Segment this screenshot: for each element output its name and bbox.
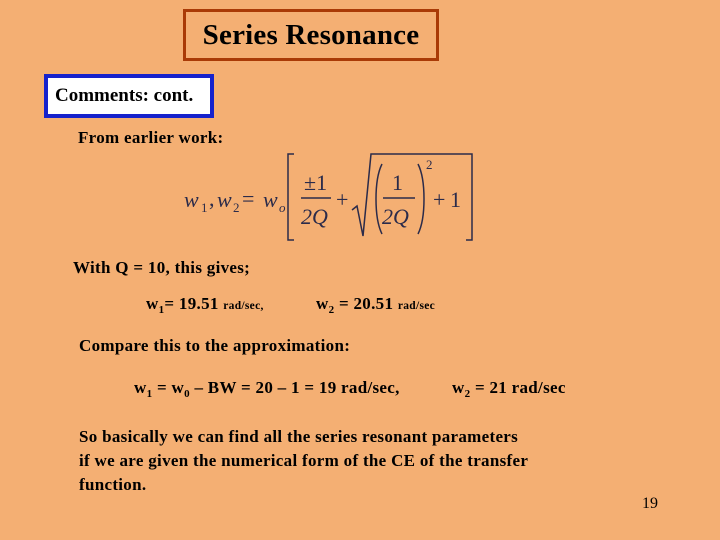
formula-sub2: 2 [233, 200, 240, 215]
approx-w2-label: w [452, 378, 465, 397]
formula-2q-a: 2Q [301, 204, 328, 229]
comments-label: Comments: cont. [55, 85, 194, 106]
sqrt-sign [352, 154, 466, 236]
resonance-formula [180, 150, 480, 246]
formula-w2: w [217, 187, 232, 212]
approx-w2 [452, 378, 566, 398]
result-w2-unit: rad/sec [397, 300, 436, 312]
result-w1-sub: 1 [158, 304, 165, 316]
compare-line: Compare this to the approximation: [79, 336, 351, 355]
outer-bracket-left [288, 154, 294, 240]
result-w1 [146, 294, 264, 314]
conclusion-line-3: function. [79, 475, 147, 494]
result-w2-label: w [316, 294, 329, 313]
approx-w0-sub: 0 [184, 388, 190, 400]
formula-wo: w [263, 187, 278, 212]
approx-w1-label: w [134, 378, 147, 397]
with-q-line: With Q = 10, this gives; [73, 258, 251, 277]
approx-w2-sub: 2 [464, 388, 471, 400]
result-w2 [316, 294, 435, 314]
from-earlier-text: From earlier work: [78, 128, 224, 147]
approx-w1-sub: 1 [146, 388, 153, 400]
formula-2q-b: 2Q [382, 204, 409, 229]
comments-label-box [44, 74, 214, 118]
formula-comma: , [209, 186, 215, 211]
resonance-formula-graphic [180, 150, 480, 246]
approx-w1 [134, 378, 400, 398]
formula-plus-b: + [433, 187, 446, 212]
formula-sub-o: o [279, 200, 286, 215]
page-number: 19 [642, 495, 658, 512]
formula-exponent: 2 [426, 157, 433, 172]
formula-equals: = [242, 186, 255, 211]
formula-pm1: ±1 [304, 170, 328, 195]
result-w2-value: = 20.51 [338, 294, 394, 313]
formula-sub1: 1 [201, 200, 208, 215]
formula-w1: w [184, 187, 199, 212]
conclusion-line-2: if we are given the numerical form of the CE of the transfer [79, 451, 529, 470]
outer-bracket-right [466, 154, 472, 240]
formula-one-b: 1 [392, 170, 403, 195]
slide-title [183, 9, 439, 61]
result-w1-label: w [146, 294, 159, 313]
approx-w1-rest: – BW = 20 – 1 = 19 rad/sec, [194, 378, 400, 397]
result-w1-value: = 19.51 [164, 294, 219, 313]
conclusion-line-1: So basically we can find all the series resonant parameters [79, 427, 519, 446]
inner-paren-right [418, 164, 424, 234]
approx-w2-rest: = 21 rad/sec [474, 378, 566, 397]
slide-title-text: Series Resonance [202, 18, 420, 51]
result-w2-sub: 2 [328, 304, 335, 316]
formula-one-c: 1 [450, 187, 461, 212]
result-w1-unit: rad/sec, [223, 300, 264, 312]
approx-eq-w0: = w [156, 378, 185, 397]
formula-plus-a: + [336, 187, 349, 212]
